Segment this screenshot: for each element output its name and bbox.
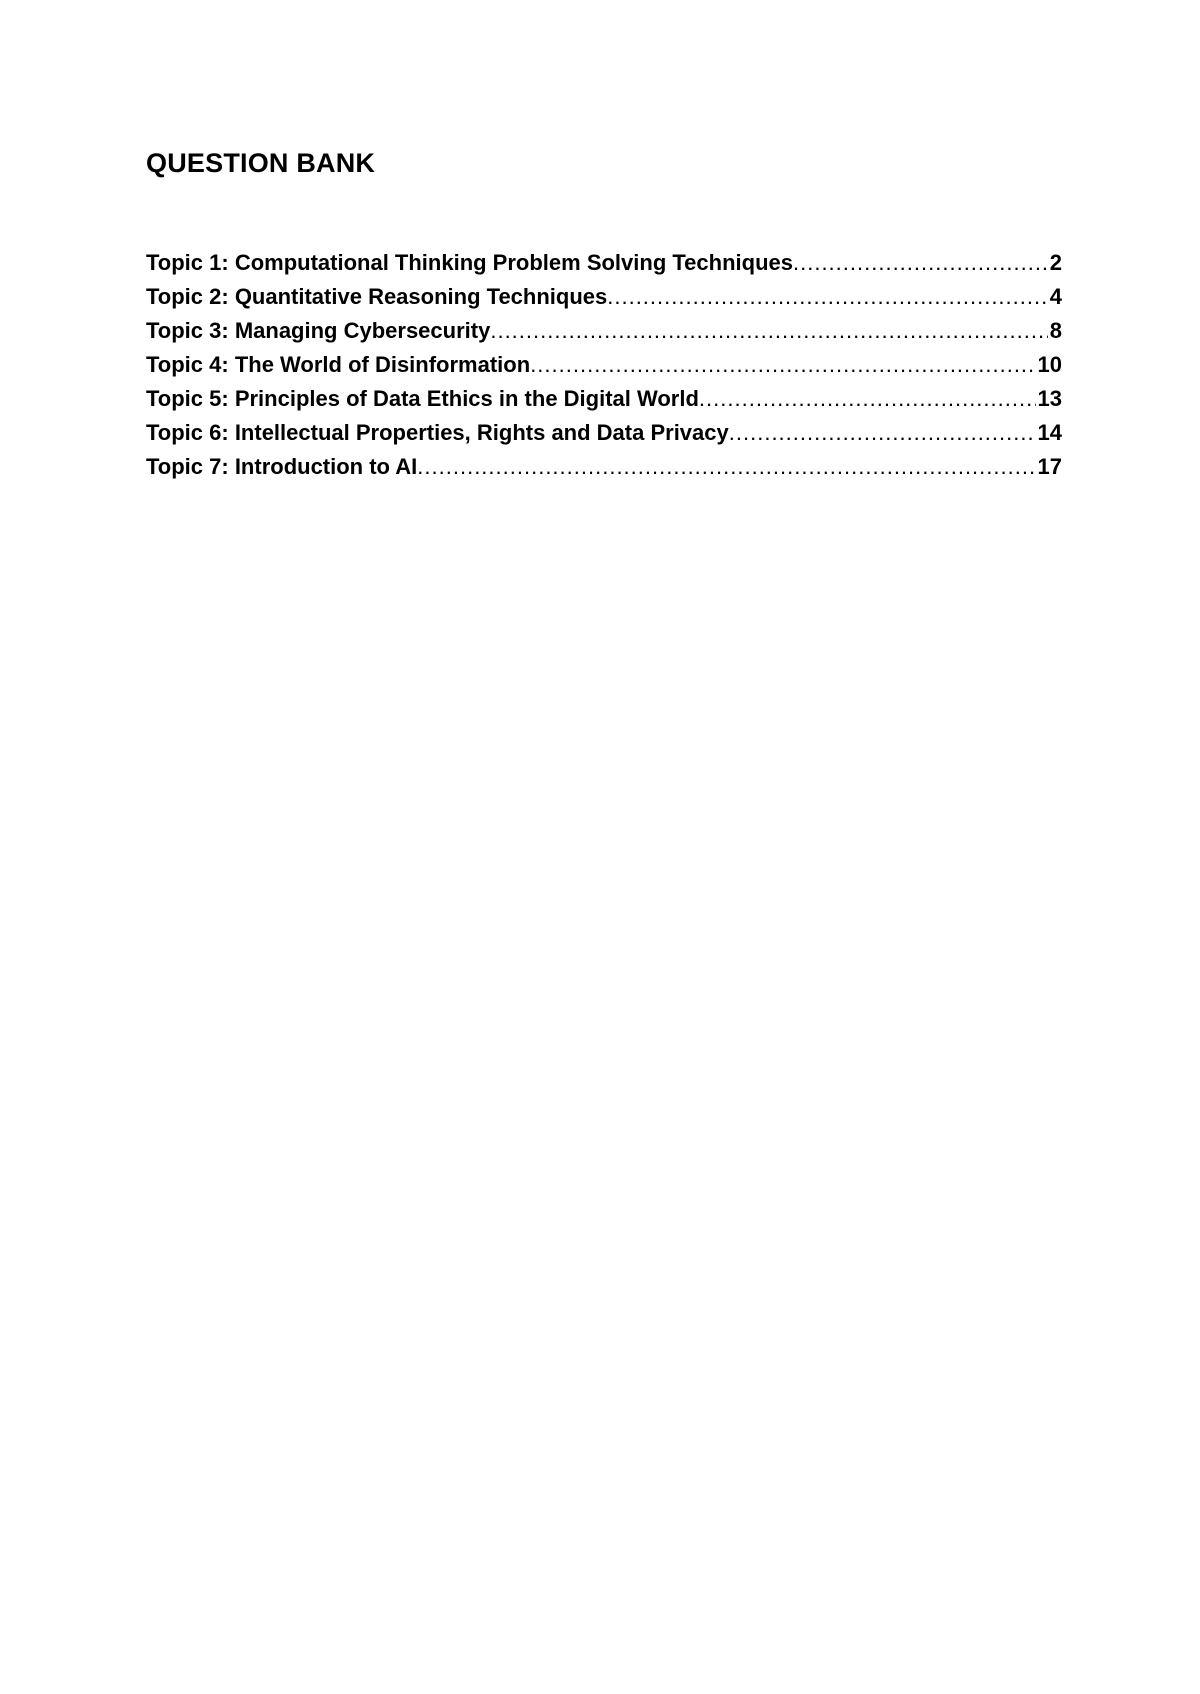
toc-entry-topic-1[interactable] <box>146 246 1062 280</box>
toc-entry-label: Topic 6: Intellectual Properties, Rights and Data Privacy <box>146 420 729 445</box>
toc-entry-label: Topic 7: Introduction to AI <box>146 454 418 479</box>
toc-entry-label: Topic 3: Managing Cybersecurity <box>146 318 491 343</box>
toc-dot-leader <box>530 348 1035 382</box>
toc-entry-topic-6[interactable] <box>146 416 1062 450</box>
toc-dot-leader <box>729 416 1036 450</box>
toc-dot-leader <box>417 450 1035 484</box>
toc-entry-label: Topic 4: The World of Disinformation <box>146 352 531 377</box>
toc-dot-leader <box>490 314 1047 348</box>
toc-entry-page-number: 14 <box>1037 420 1062 445</box>
toc-entry-page-number: 10 <box>1037 352 1062 377</box>
table-of-contents <box>146 246 1062 484</box>
toc-entry-page-number: 4 <box>1049 284 1062 309</box>
toc-dot-leader <box>699 382 1036 416</box>
toc-entry-topic-5[interactable] <box>146 382 1062 416</box>
toc-entry-topic-4[interactable] <box>146 348 1062 382</box>
toc-entry-label: Topic 1: Computational Thinking Problem Solving Techniques <box>146 250 793 275</box>
toc-entry-label: Topic 2: Quantitative Reasoning Techniques <box>146 284 608 309</box>
toc-entry-page-number: 8 <box>1049 318 1062 343</box>
page-title: QUESTION BANK <box>146 148 376 178</box>
toc-dot-leader <box>793 246 1048 280</box>
toc-entry-topic-2[interactable] <box>146 280 1062 314</box>
toc-dot-leader <box>607 280 1048 314</box>
toc-entry-page-number: 13 <box>1037 386 1062 411</box>
toc-entry-topic-7[interactable] <box>146 450 1062 484</box>
toc-entry-label: Topic 5: Principles of Data Ethics in the Digital World <box>146 386 699 411</box>
toc-entry-topic-3[interactable] <box>146 314 1062 348</box>
toc-entry-page-number: 2 <box>1049 250 1062 275</box>
toc-entry-page-number: 17 <box>1037 454 1062 479</box>
